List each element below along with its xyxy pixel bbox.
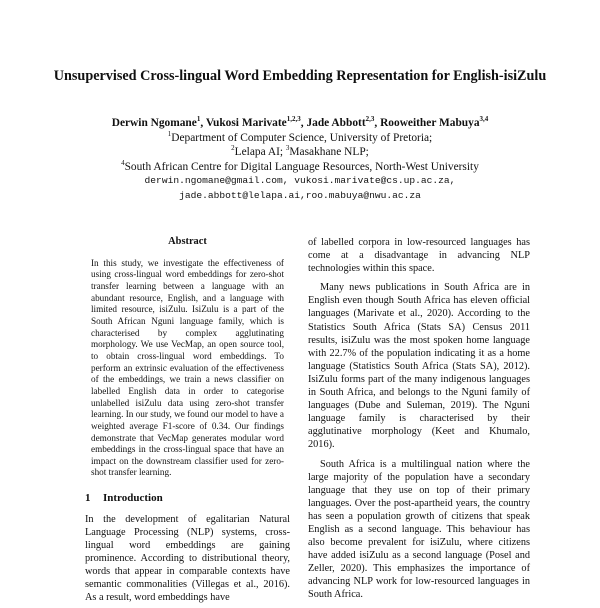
affiliation-line (40, 160, 560, 175)
author-name: Rooweither Mabuya (380, 117, 480, 129)
affiliation-sup: 3 (285, 144, 290, 153)
author-sup: 3,4 (479, 115, 489, 124)
intro-paragraph: In the development of egalitarian Natural Language Processing (NLP) systems, cross-lingual word embeddings are gaining prominence. According to distributional theory, words that appear in comparable contexts have semantic commonalities (Villegas et al., 2016). As a result, word embeddings have (85, 513, 290, 604)
left-column (85, 236, 290, 604)
section-heading (85, 493, 290, 505)
affiliation-text: Lelapa AI; (234, 146, 286, 159)
author-sup: 1,2,3 (286, 115, 301, 124)
author-name: Vukosi Marivate (205, 117, 287, 129)
email-line[interactable]: jade.abbott@lelapa.ai,roo.mabuya@nwu.ac.za (179, 189, 421, 201)
body-paragraph: of labelled corpora in low-resourced languages has come at a disadvantage in advancing NLP technologies within this space. (308, 237, 530, 275)
email-line[interactable]: derwin.ngomane@gmail.com, vukosi.marivate@cs.up.ac.za, (144, 175, 456, 187)
author-block (40, 116, 560, 204)
author-names: Derwin Ngomane$^1$, Vukosi Marivate$^{1,2,3}$, Jade Abbott$^{2,3}$, Rooweither Mabuya$^{3,4}$ (111, 115, 489, 129)
affiliation-line (40, 145, 560, 160)
body-paragraph: Many news publications in South Africa are in English even though South Africa has eleven official languages (Marivate et al., 2020). According to the Statistics South Africa (Stats SA) Census 2011 results, isiZulu was the most spoken home language with 22.7% of the population indicating it as a home language (Statistics South Africa (Stats SA), 2012). IsiZulu forms part of the many indigenous languages in South Africa, and belongs to the Nguni family of languages (Dube and Suleman, 2019). The Nguni language family is characterised by their agglutinative morphology (Keet and Khumalo, 2016). (308, 282, 530, 451)
affiliation-text: Department of Computer Science, University of Pretoria; (171, 131, 433, 144)
author-sup: 1 (196, 115, 201, 124)
body-paragraph: South Africa is a multilingual nation where the large majority of the population have a secondary language that they use on top of their primary languages. Over the post-apartheid years, the country has seen a population growth of citizens that speak English as a second language. This behaviour has also become prevalent for isiZulu, where citizens have added isiZulu as a second language (Posel and Zeller, 2020). This emphasizes the importance of advancing NLP work for low-resourced languages in South Africa. (308, 458, 530, 601)
right-column (308, 236, 530, 608)
author-name: Derwin Ngomane (111, 117, 197, 129)
author-name: Jade Abbott (306, 117, 366, 129)
section-title: Introduction (103, 492, 163, 505)
affiliation-text: Masakhane NLP; (289, 146, 369, 159)
section-number: 1 (85, 492, 91, 505)
abstract-text: In this study, we investigate the effectiveness of using cross-lingual word embeddings for zero-shot transfer learning between a language with an abundant resource, English, and a language with limited resource, isiZulu. IsiZulu is a part of the South African Nguni language family, which is characterised by complex agglutinating morphology. We use VecMap, an open source tool, to obtain cross-lingual word embeddings. To perform an extrinsic evaluation of the effectiveness of the embeddings, we train a news classifier on labelled English data in order to categorise unlabelled isiZulu data using zero-shot transfer learning. In our study, we found our model to have a weighted average F1-score of 0.34. Our findings demonstrate that VecMap generates modular word embeddings in the cross-lingual space that have an impact on the downstream classifier used for zero-shot transfer learning. (91, 257, 284, 478)
affiliation-line (40, 131, 560, 146)
affiliation-sup: 4 (121, 158, 125, 167)
abstract-heading: Abstract (168, 236, 207, 247)
affiliation-text: South African Centre for Digital Language Resources, North-West University (124, 160, 479, 173)
paper-title: Unsupervised Cross-lingual Word Embedding Representation for English-isiZulu (53, 68, 547, 84)
affiliation-sup: 1 (167, 129, 172, 138)
author-sup: 2,3 (365, 115, 375, 124)
affiliation-sup: 2 (231, 144, 235, 153)
